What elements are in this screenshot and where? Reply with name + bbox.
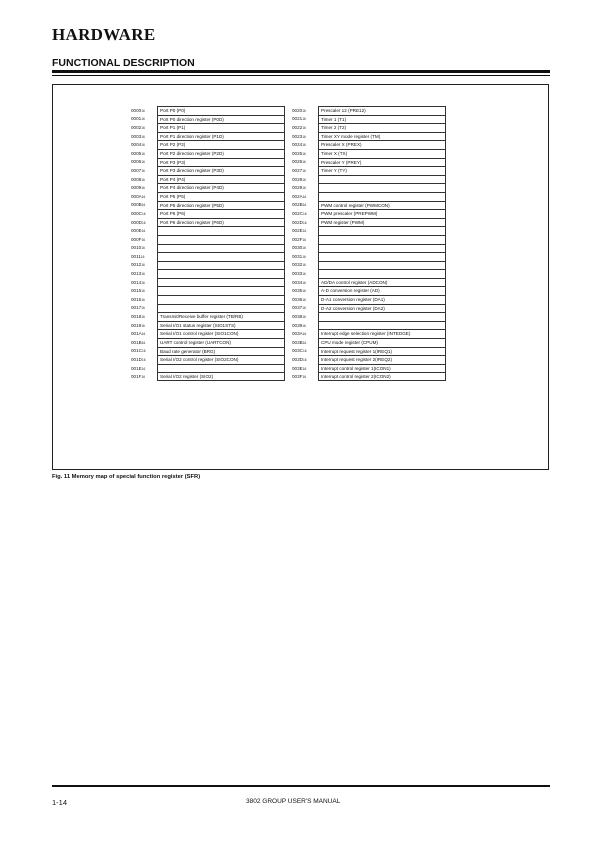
sfr-address (131, 168, 157, 173)
sfr-address-radix: 16 (141, 349, 146, 354)
sfr-row (292, 226, 532, 235)
sfr-address-value: 0016 (131, 296, 142, 302)
sfr-address-value: 0034 (292, 279, 303, 285)
sfr-address (131, 142, 157, 147)
sfr-register-name: Port P0 direction register (P0D) (157, 115, 285, 124)
sfr-register-name (157, 261, 285, 270)
sfr-address (292, 245, 318, 250)
sfr-register-name: AD/DA control register (ADCON) (318, 278, 446, 287)
sfr-address (292, 237, 318, 242)
sfr-register-name: PWM control register (PWMCON) (318, 201, 446, 210)
sfr-address-value: 003D (292, 357, 303, 363)
sfr-address-radix: 16 (141, 315, 145, 320)
sfr-address-value: 0024 (292, 142, 303, 148)
sfr-address-radix: 16 (141, 229, 146, 234)
sfr-address-value: 002B (292, 202, 303, 208)
sfr-register-name (157, 364, 285, 373)
sfr-address (292, 288, 318, 293)
sfr-address (292, 340, 318, 345)
sfr-address-value: 0003 (131, 133, 142, 139)
sfr-address-value: 0027 (292, 167, 303, 173)
sfr-address-value: 0006 (131, 159, 142, 165)
sfr-address-value: 0018 (131, 314, 142, 320)
sfr-address-value: 001E (131, 365, 142, 371)
sfr-register-name: Transmit/Receive buffer register (TB/RB) (157, 312, 285, 321)
sfr-address-radix: 16 (141, 340, 146, 345)
sfr-register-name: Timer 2 (T2) (318, 123, 446, 132)
sfr-address (292, 125, 318, 130)
sfr-address (292, 280, 318, 285)
sfr-address (292, 366, 318, 371)
sfr-address-value: 0007 (131, 167, 142, 173)
sfr-address-radix: 16 (141, 375, 146, 380)
sfr-register-name: Interrupt request register 2(IREQ2) (318, 355, 446, 364)
sfr-address-radix: 16 (141, 125, 145, 130)
sfr-register-name: Timer XY mode register (TM) (318, 132, 446, 141)
sfr-register-name (318, 244, 446, 253)
sfr-row (292, 201, 532, 210)
sfr-register-name (157, 286, 285, 295)
sfr-register-name (157, 226, 285, 235)
sfr-address (131, 340, 157, 345)
sfr-register-name: Baud rate generator (BRG) (157, 347, 285, 356)
sfr-row (292, 209, 532, 218)
sfr-address-radix: 16 (302, 125, 306, 130)
sfr-address (131, 348, 157, 353)
manual-title: 3802 GROUP USER'S MANUAL (246, 798, 341, 805)
sfr-address-radix: 16 (302, 315, 306, 320)
sfr-address-radix: 16 (141, 168, 145, 173)
sfr-row (292, 115, 532, 124)
sfr-row (292, 244, 532, 253)
sfr-address-value: 000A (131, 193, 142, 199)
sfr-address-radix: 16 (302, 229, 307, 234)
sfr-row (292, 338, 532, 347)
sfr-row (292, 304, 532, 313)
sfr-address-value: 0031 (292, 253, 303, 259)
section-title: FUNCTIONAL DESCRIPTION (52, 57, 195, 69)
sfr-row (292, 269, 532, 278)
sfr-table-right (292, 106, 532, 381)
sfr-row (292, 183, 532, 192)
sfr-register-name: Port P2 direction register (P2D) (157, 149, 285, 158)
sfr-address-radix: 16 (302, 375, 307, 380)
sfr-address-value: 0035 (292, 288, 303, 294)
sfr-address-value: 0028 (292, 176, 303, 182)
sfr-address (292, 211, 318, 216)
sfr-address (292, 271, 318, 276)
sfr-address-radix: 16 (302, 306, 306, 311)
sfr-register-name (318, 175, 446, 184)
sfr-row (292, 175, 532, 184)
sfr-address-value: 002D (292, 219, 303, 225)
sfr-row (292, 235, 532, 244)
sfr-address-value: 002E (292, 228, 303, 234)
sfr-register-name (157, 278, 285, 287)
sfr-row (292, 261, 532, 270)
sfr-address (292, 220, 318, 225)
sfr-address-radix: 16 (302, 108, 306, 113)
sfr-register-name: D-A2 conversion register (DA2) (318, 304, 446, 313)
sfr-address-value: 0001 (131, 116, 142, 122)
sfr-address-radix: 16 (141, 211, 146, 216)
sfr-address-radix: 16 (302, 203, 307, 208)
sfr-register-name (318, 235, 446, 244)
sfr-address-value: 000D (131, 219, 142, 225)
sfr-address (131, 237, 157, 242)
sfr-address-value: 0020 (292, 107, 303, 113)
sfr-row (292, 132, 532, 141)
sfr-address-radix: 16 (141, 306, 145, 311)
sfr-register-name (318, 226, 446, 235)
sfr-address (131, 220, 157, 225)
sfr-address-value: 0033 (292, 271, 303, 277)
sfr-address (292, 151, 318, 156)
sfr-address-value: 0013 (131, 271, 142, 277)
sfr-address (131, 211, 157, 216)
sfr-row (292, 372, 532, 381)
sfr-address-value: 001F (131, 374, 142, 380)
sfr-address (292, 254, 318, 259)
sfr-address-value: 0015 (131, 288, 142, 294)
sfr-register-name (318, 183, 446, 192)
sfr-row (292, 355, 532, 364)
sfr-address-radix: 16 (141, 186, 145, 191)
sfr-address-radix: 16 (302, 297, 306, 302)
sfr-address-radix: 16 (141, 280, 145, 285)
sfr-address-radix: 16 (302, 246, 306, 251)
sfr-address (131, 288, 157, 293)
sfr-row (292, 286, 532, 295)
sfr-address-radix: 16 (302, 186, 306, 191)
sfr-address (131, 151, 157, 156)
sfr-address (131, 194, 157, 199)
sfr-row (292, 158, 532, 167)
sfr-row (292, 149, 532, 158)
sfr-register-name: Serial I/O1 control register (SIO1CON) (157, 329, 285, 338)
sfr-address-value: 0023 (292, 133, 303, 139)
sfr-row (292, 166, 532, 175)
sfr-address-value: 000F (131, 236, 142, 242)
sfr-register-name (318, 312, 446, 321)
sfr-row (292, 295, 532, 304)
sfr-address-value: 003C (292, 348, 303, 354)
sfr-address (292, 177, 318, 182)
sfr-register-name (318, 192, 446, 201)
sfr-row (292, 123, 532, 132)
sfr-register-name: Interrupt control register 2(ICON2) (318, 372, 446, 381)
sfr-register-name: Port P4 (P4) (157, 175, 285, 184)
sfr-address (131, 185, 157, 190)
sfr-row (292, 192, 532, 201)
sfr-address-radix: 16 (141, 323, 145, 328)
sfr-register-name: Port P5 direction register (P5D) (157, 201, 285, 210)
sfr-address-radix: 16 (141, 332, 146, 337)
sfr-address-radix: 16 (302, 323, 306, 328)
sfr-address-value: 0030 (292, 245, 303, 251)
sfr-address (292, 116, 318, 121)
sfr-address-value: 003B (292, 339, 303, 345)
sfr-row (292, 218, 532, 227)
sfr-address-radix: 16 (141, 289, 145, 294)
sfr-address-radix: 16 (141, 272, 145, 277)
sfr-register-name: UART control register (UARTCON) (157, 338, 285, 347)
sfr-register-name (318, 269, 446, 278)
sfr-address-value: 0037 (292, 305, 303, 311)
sfr-address-radix: 16 (141, 203, 146, 208)
sfr-address-radix: 16 (302, 237, 307, 242)
sfr-row (292, 312, 532, 321)
sfr-address-value: 001C (131, 348, 142, 354)
sfr-address (131, 177, 157, 182)
sfr-register-name: PWM register (PWM) (318, 218, 446, 227)
sfr-address-value: 001B (131, 339, 142, 345)
sfr-address-radix: 16 (141, 263, 145, 268)
sfr-address-radix: 16 (302, 263, 306, 268)
sfr-address-value: 000C (131, 210, 142, 216)
sfr-address (292, 142, 318, 147)
sfr-address (131, 202, 157, 207)
sfr-address (131, 125, 157, 130)
sfr-row (292, 364, 532, 373)
sfr-row (292, 106, 532, 115)
sfr-address-value: 0022 (292, 124, 303, 130)
sfr-address (131, 116, 157, 121)
sfr-address-radix: 16 (302, 254, 306, 259)
sfr-register-name: Timer Y (TY) (318, 166, 446, 175)
sfr-address-value: 001D (131, 357, 142, 363)
sfr-address-value: 0014 (131, 279, 142, 285)
sfr-register-name (318, 261, 446, 270)
sfr-address (292, 297, 318, 302)
sfr-address-value: 0026 (292, 159, 303, 165)
sfr-address-value: 0017 (131, 305, 142, 311)
sfr-address-radix: 16 (302, 143, 306, 148)
sfr-address-value: 003A (292, 331, 303, 337)
sfr-address (131, 159, 157, 164)
sfr-address (292, 168, 318, 173)
sfr-address-value: 0036 (292, 296, 303, 302)
sfr-register-name (157, 244, 285, 253)
sfr-address (131, 331, 157, 336)
sfr-address-radix: 16 (141, 220, 146, 225)
sfr-address-value: 0005 (131, 150, 142, 156)
sfr-register-name: CPU mode register (CPUM) (318, 338, 446, 347)
sfr-register-name (157, 295, 285, 304)
sfr-register-name: D-A1 conversion register (DA1) (318, 295, 446, 304)
sfr-address (131, 297, 157, 302)
sfr-register-name: Interrupt control register 1(ICON1) (318, 364, 446, 373)
sfr-register-name (318, 252, 446, 261)
sfr-address-radix: 16 (302, 358, 307, 363)
sfr-address-radix: 16 (302, 340, 307, 345)
sfr-address-radix: 16 (141, 143, 145, 148)
sfr-register-name: Serial I/O2 control register (SIO2CON) (157, 355, 285, 364)
sfr-register-name: Port P6 (P6) (157, 209, 285, 218)
sfr-row (292, 140, 532, 149)
sfr-address-value: 0029 (292, 185, 303, 191)
sfr-address (131, 134, 157, 139)
sfr-register-name: Serial I/O1 status register (SIO1STS) (157, 321, 285, 330)
sfr-register-name (157, 304, 285, 313)
sfr-register-name (157, 235, 285, 244)
page-header-title: HARDWARE (52, 25, 156, 44)
sfr-address-radix: 16 (141, 117, 145, 122)
sfr-register-name: Port P4 direction register (P4D) (157, 183, 285, 192)
sfr-register-name: A-D conversion register (AD) (318, 286, 446, 295)
sfr-address (131, 280, 157, 285)
sfr-address-radix: 16 (302, 349, 307, 354)
sfr-address-value: 0021 (292, 116, 303, 122)
sfr-register-name (318, 321, 446, 330)
sfr-address (292, 374, 318, 379)
sfr-address-radix: 16 (302, 134, 306, 139)
sfr-address (131, 314, 157, 319)
sfr-register-name: Prescaler X (PREX) (318, 140, 446, 149)
sfr-address (292, 348, 318, 353)
sfr-address (292, 108, 318, 113)
sfr-register-name: Timer 1 (T1) (318, 115, 446, 124)
figure-caption: Fig. 11 Memory map of special function register (SFR) (52, 474, 201, 480)
sfr-address-radix: 16 (141, 160, 145, 165)
sfr-register-name: Port P0 (P0) (157, 106, 285, 115)
sfr-address-radix: 16 (302, 366, 307, 371)
sfr-address-radix: 16 (302, 220, 307, 225)
sfr-address-value: 0038 (292, 314, 303, 320)
sfr-address-value: 000E (131, 228, 142, 234)
sfr-address (131, 323, 157, 328)
sfr-address (292, 331, 318, 336)
sfr-address-radix: 16 (141, 194, 146, 199)
sfr-address (292, 262, 318, 267)
sfr-address-value: 002C (292, 210, 303, 216)
sfr-address (131, 374, 157, 379)
sfr-register-name: Prescaler 12 (PRE12) (318, 106, 446, 115)
sfr-address (292, 323, 318, 328)
sfr-address (131, 271, 157, 276)
sfr-register-name: Interrupt edge selection register (INTEDGE) (318, 329, 446, 338)
sfr-address-radix: 16 (141, 246, 145, 251)
sfr-register-name (157, 269, 285, 278)
page-number: 1-14 (52, 798, 68, 807)
sfr-address-value: 0025 (292, 150, 303, 156)
sfr-address (292, 202, 318, 207)
sfr-address-value: 002F (292, 236, 303, 242)
sfr-address-radix: 16 (302, 117, 306, 122)
sfr-address (292, 314, 318, 319)
sfr-register-name: Timer X (TX) (318, 149, 446, 158)
sfr-address-value: 0011 (131, 253, 141, 259)
sfr-address (292, 228, 318, 233)
sfr-register-name: Port P2 (P2) (157, 140, 285, 149)
sfr-address (292, 134, 318, 139)
sfr-register-name: Port P1 direction register (P1D) (157, 132, 285, 141)
sfr-row (292, 321, 532, 330)
sfr-address-value: 003E (292, 365, 303, 371)
sfr-address (131, 357, 157, 362)
sfr-register-name: Port P6 direction register (P6D) (157, 218, 285, 227)
sfr-address-value: 0000 (131, 107, 142, 113)
sfr-address-radix: 16 (302, 194, 307, 199)
sfr-address-value: 0009 (131, 185, 142, 191)
sfr-address (131, 366, 157, 371)
sfr-address-value: 003F (292, 374, 303, 380)
sfr-address-radix: 16 (302, 289, 306, 294)
sfr-address-value: 0002 (131, 124, 142, 130)
sfr-row (292, 347, 532, 356)
sfr-address-radix: 16 (141, 151, 145, 156)
sfr-address (131, 262, 157, 267)
sfr-address-radix: 16 (302, 168, 306, 173)
sfr-register-name: Port P5 (P5) (157, 192, 285, 201)
sfr-address-value: 0012 (131, 262, 142, 268)
sfr-address-value: 0010 (131, 245, 142, 251)
sfr-address-radix: 16 (302, 280, 306, 285)
sfr-address-value: 0004 (131, 142, 142, 148)
sfr-address-value: 0019 (131, 322, 142, 328)
sfr-register-name: Prescaler Y (PREY) (318, 158, 446, 167)
sfr-address (292, 194, 318, 199)
sfr-address (131, 108, 157, 113)
sfr-address (292, 305, 318, 310)
sfr-address-radix: 16 (302, 211, 307, 216)
sfr-address (292, 357, 318, 362)
sfr-address (131, 245, 157, 250)
sfr-address-radix: 16 (141, 237, 146, 242)
sfr-register-name: Port P3 (P3) (157, 158, 285, 167)
sfr-address-value: 0032 (292, 262, 303, 268)
sfr-address-radix: 16 (141, 177, 145, 182)
sfr-address-value: 000B (131, 202, 142, 208)
sfr-address (292, 185, 318, 190)
sfr-register-name: PWM prescaler (PREPWM) (318, 209, 446, 218)
sfr-address (292, 159, 318, 164)
sfr-address-radix: 16 (141, 134, 145, 139)
sfr-address-radix: 16 (302, 177, 306, 182)
sfr-address-radix: 16 (302, 151, 306, 156)
sfr-address-value: 0008 (131, 176, 142, 182)
sfr-row (292, 252, 532, 261)
sfr-address-radix: 16 (141, 366, 146, 371)
sfr-address-radix: 16 (302, 332, 307, 337)
sfr-address-radix: 16 (141, 297, 145, 302)
sfr-register-name (157, 252, 285, 261)
sfr-register-name: Interrupt request register 1(IREQ1) (318, 347, 446, 356)
sfr-address-radix: 16 (302, 272, 306, 277)
sfr-register-name: Port P3 direction register (P3D) (157, 166, 285, 175)
sfr-address (131, 228, 157, 233)
sfr-address-radix: 16 (141, 108, 145, 113)
sfr-address-value: 001A (131, 331, 142, 337)
header-rule-thin (52, 75, 550, 76)
sfr-address (131, 305, 157, 310)
header-rule-thick (52, 70, 550, 73)
sfr-address-radix: 16 (302, 160, 306, 165)
sfr-address (131, 254, 157, 259)
sfr-register-name: Port P1 (P1) (157, 123, 285, 132)
sfr-address-value: 0039 (292, 322, 303, 328)
sfr-row (292, 278, 532, 287)
sfr-address-radix: 16 (140, 254, 145, 259)
sfr-row (292, 329, 532, 338)
sfr-address-value: 002A (292, 193, 303, 199)
sfr-register-name: Serial I/O2 register (SIO2) (157, 372, 285, 381)
sfr-address-radix: 16 (141, 358, 146, 363)
footer-rule (52, 785, 550, 787)
